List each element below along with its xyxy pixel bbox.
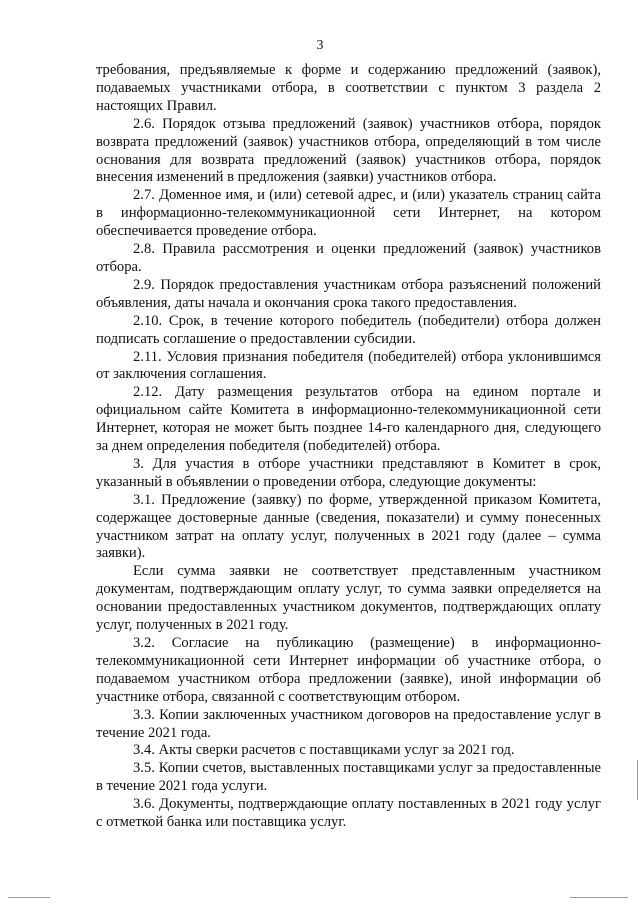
paragraph-2-12: 2.12. Дату размещения результатов отбора на едином портале и официальном сайте Комитета в информационно-телекоммуникационной сети Интернет, которая не может быть позднее 14-го календарного дня, следующего за днем определения победителя (победителей) отбора. [96, 384, 601, 455]
paragraph-2-11: 2.11. Условия признания победителя (победителей) отбора уклонившимся от заключения соглашения. [96, 348, 601, 383]
document-body [96, 62, 601, 832]
paragraph-2-8: 2.8. Правила рассмотрения и оценки предложений (заявок) участников отбора. [96, 241, 601, 275]
paragraph-3-1-note: Если сумма заявки не соответствует представленным участником документам, подтверждающим оплату услуг, то сумма заявки определяется на основании предоставленных участником документов, подтверждающих оплату услуг, полученных в 2021 году. [96, 563, 601, 634]
paragraph-2-6: 2.6. Порядок отзыва предложений (заявок) участников отбора, порядок возврата предложений (заявок) участников отбора, определяющий в том числе основания для возврата предложений (заявок) участников отбора, порядок внесения изменений в предложения (заявки) участников отбора. [96, 115, 601, 186]
paragraph-3-5: 3.5. Копии счетов, выставленных поставщиками услуг за предоставленные в течение 2021 года услуги. [96, 760, 601, 795]
paragraph-3-6: 3.6. Документы, подтверждающие оплату поставленных в 2021 году услуг с отметкой банка или поставщика услуг. [96, 796, 601, 831]
paragraph-2-7: 2.7. Доменное имя, и (или) сетевой адрес, и (или) указатель страниц сайта в информационно-телекоммуникационной сети Интернет, на котором обеспечивается проведение отбора. [96, 187, 601, 240]
paragraph-continuation: требования, предъявляемые к форме и содержанию предложений (заявок), подаваемых участниками отбора, в соответствии с пунктом 3 раздела 2 настоящих Правил. [96, 62, 601, 114]
paragraph-2-9: 2.9. Порядок предоставления участникам отбора разъяснений положений объявления, даты начала и окончания срока такого предоставления. [96, 276, 601, 311]
paragraph-3-4: 3.4. Акты сверки расчетов с поставщиками услуг за 2021 год. [133, 742, 515, 759]
scan-bottom-left-mark [8, 897, 50, 898]
paragraph-2-10: 2.10. Срок, в течение которого победитель (победители) отбора должен подписать соглашение о предоставлении субсидии. [96, 312, 601, 347]
scan-edge-mark [637, 760, 638, 800]
page-number: 3 [316, 38, 324, 53]
scan-bottom-right-mark [570, 897, 628, 898]
paragraph-3-2: 3.2. Согласие на публикацию (размещение) в информационно-телекоммуникационной сети Интернет информации об участнике отбора, о подаваемом участником отбора предложении (заявке), иной информации об участнике отбора, связанной с соответствующим отбором. [96, 635, 601, 705]
paragraph-3-3: 3.3. Копии заключенных участником договоров на предоставление услуг в течение 2021 года. [96, 706, 601, 741]
paragraph-3: 3. Для участия в отборе участники представляют в Комитет в срок, указанный в объявлении о проведении отбора, следующие документы: [96, 455, 601, 490]
paragraph-3-1: 3.1. Предложение (заявку) по форме, утвержденной приказом Комитета, содержащее достоверные данные (сведения, показатели) и сумму понесенных участником затрат на оплату услуг, полученных в 2021 году (далее – сумма заявки). [96, 491, 601, 562]
